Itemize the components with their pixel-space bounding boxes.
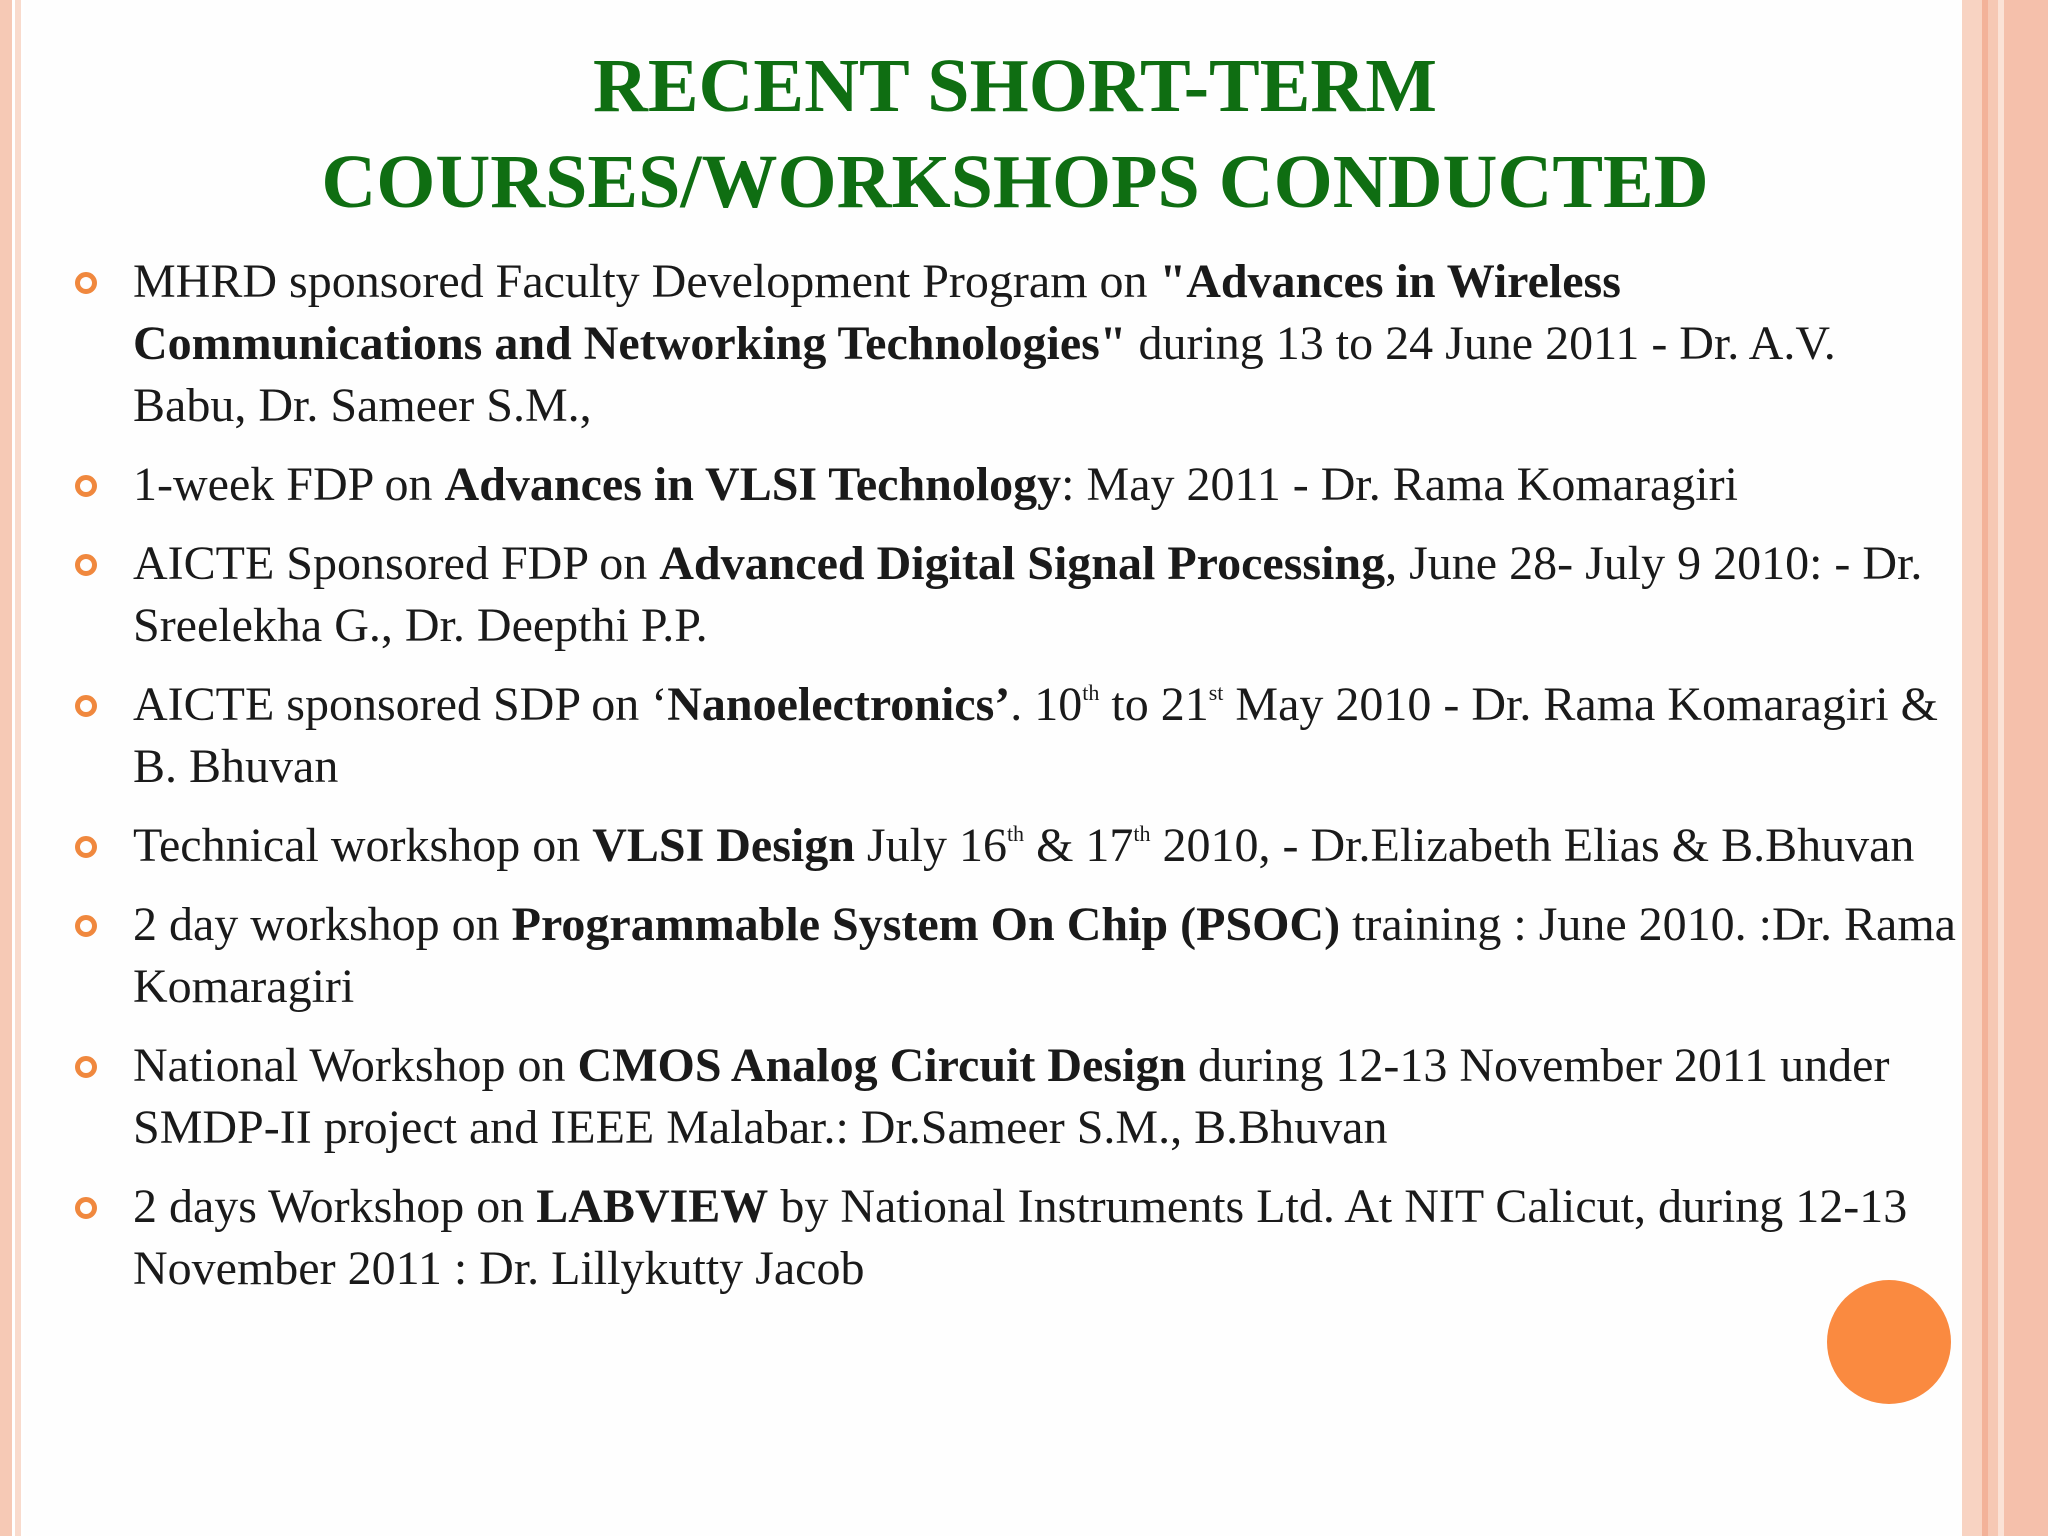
- bullet-text: 2 days Workshop on LABVIEW by National Instruments Ltd. At NIT Calicut, during 12-13 November 2011 : Dr. Lillykutty Jacob: [133, 1180, 1908, 1295]
- bullet-item: [0, 815, 1960, 877]
- bullet-text: 2 day workshop on Programmable System On Chip (PSOC) training : June 2010. :Dr. Rama Komaragiri: [133, 898, 1956, 1013]
- bullet-ring-icon: [75, 272, 97, 294]
- bullet-text: 1-week FDP on Advances in VLSI Technology: May 2011 - Dr. Rama Komaragiri: [133, 458, 1738, 511]
- right-border-stripe: [1988, 0, 1998, 1536]
- bullet-text: MHRD sponsored Faculty Development Program on "Advances in Wireless Communications and Networking Technologies" during 13 to 24 June 2011 - Dr. A.V. Babu, Dr. Sameer S.M.,: [133, 255, 1836, 432]
- bullet-list: [0, 251, 1960, 1317]
- bullet-item: [0, 251, 1960, 437]
- bullet-ring-icon: [75, 554, 97, 576]
- right-border-stripe: [2004, 0, 2048, 1536]
- bullet-ring-icon: [75, 836, 97, 858]
- slide-title-line-2: COURSES/WORKSHOPS CONDUCTED: [321, 140, 1709, 224]
- bullet-item: [0, 454, 1960, 516]
- bullet-ring-icon: [75, 475, 97, 497]
- bullet-text: National Workshop on CMOS Analog Circuit Design during 12-13 November 2011 under SMDP-II project and IEEE Malabar.: Dr.Sameer S.M., B.Bhuvan: [133, 1039, 1890, 1154]
- bullet-item: [0, 1176, 1960, 1300]
- bullet-text: AICTE Sponsored FDP on Advanced Digital Signal Processing, June 28- July 9 2010: - Dr. Sreelekha G., Dr. Deepthi P.P.: [133, 537, 1923, 652]
- bullet-text: AICTE sponsored SDP on ‘Nanoelectronics’. 10th to 21st May 2010 - Dr. Rama Komaragiri & B. Bhuvan: [133, 678, 1938, 793]
- bullet-ring-icon: [75, 1056, 97, 1078]
- bullet-text: Technical workshop on VLSI Design July 16th & 17th 2010, - Dr.Elizabeth Elias & B.Bhuvan: [133, 819, 1915, 872]
- bullet-item: [0, 674, 1960, 798]
- bullet-ring-icon: [75, 695, 97, 717]
- slide-title-line-1: RECENT SHORT-TERM: [592, 44, 1438, 128]
- bullet-item: [0, 894, 1960, 1018]
- bullet-item: [0, 1035, 1960, 1159]
- bullet-ring-icon: [75, 1197, 97, 1219]
- right-border-stripe: [1962, 0, 1982, 1536]
- slide-title: [60, 38, 1970, 230]
- bullet-item: [0, 533, 1960, 657]
- decorative-circle: [1827, 1280, 1951, 1404]
- bullet-ring-icon: [75, 915, 97, 937]
